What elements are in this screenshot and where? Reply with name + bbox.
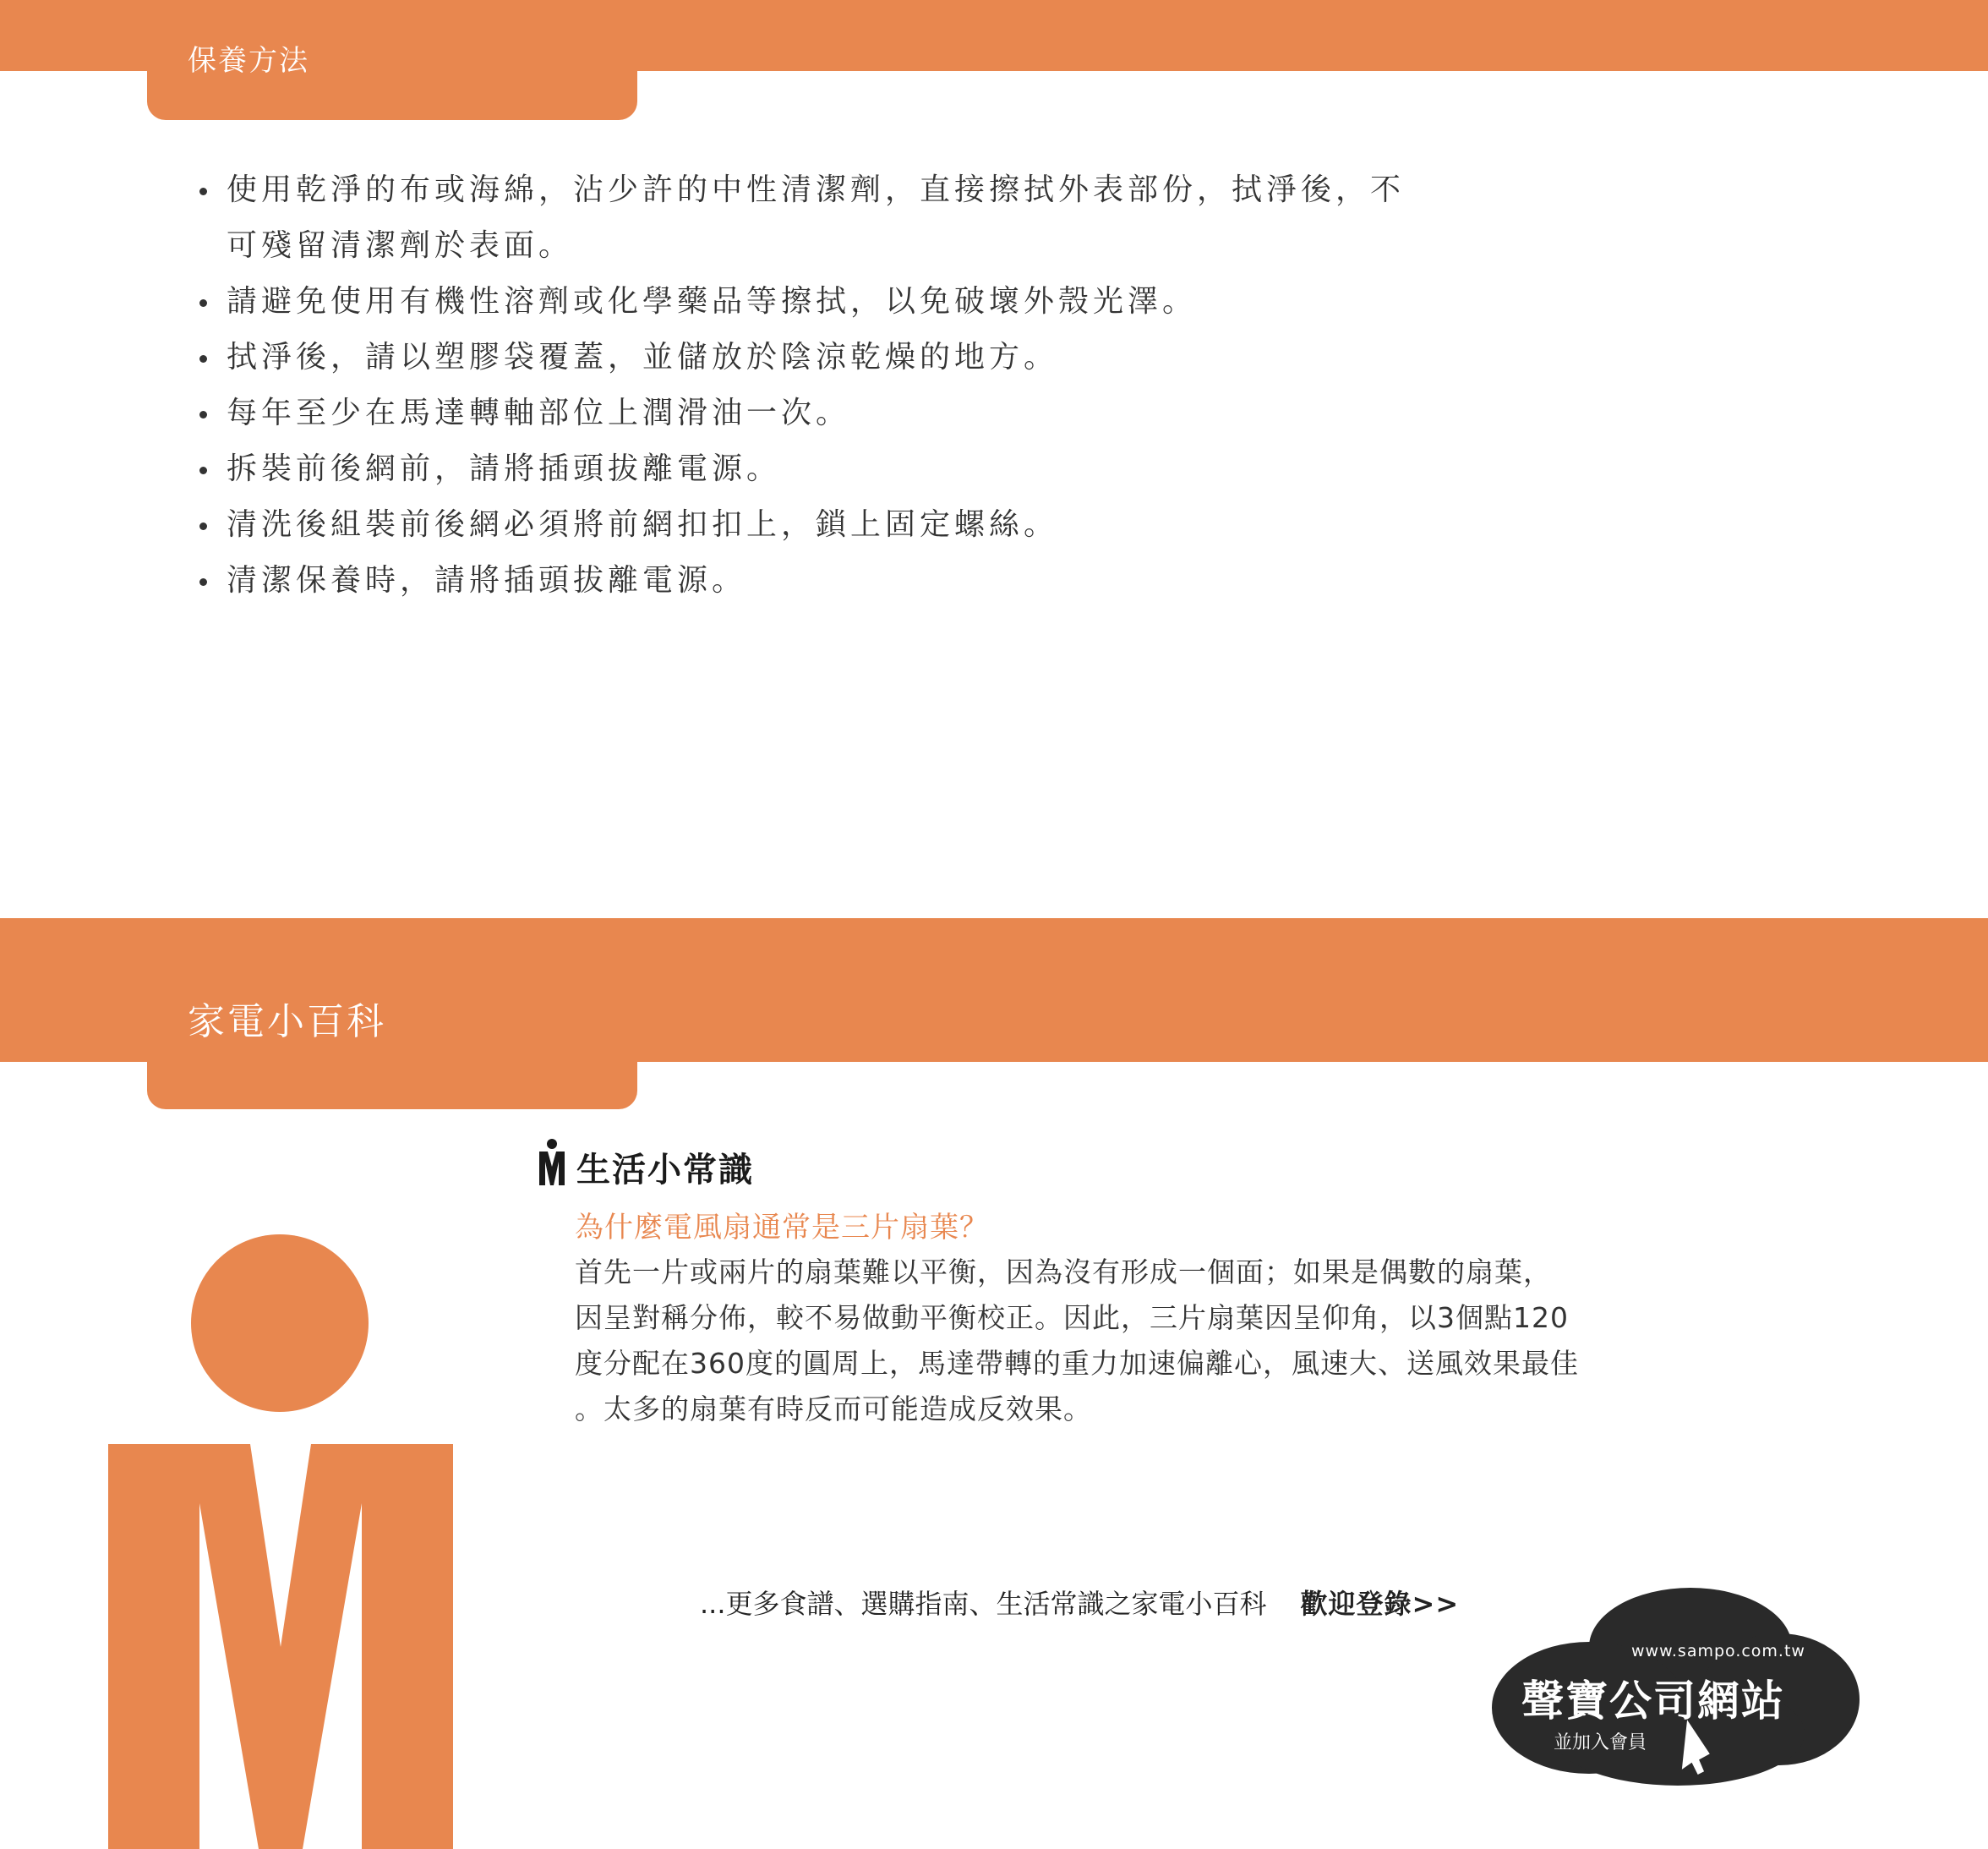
care-item: 每年至少在馬達轉軸部位上潤滑油一次。	[196, 386, 1430, 441]
more-info-text: ...更多食譜、選購指南、生活常識之家電小百科	[700, 1588, 1267, 1620]
encyclopedia-header-tab	[147, 1040, 637, 1109]
badge-url: www.sampo.com.tw	[1631, 1642, 1805, 1660]
tip-title: 生活小常識	[576, 1151, 754, 1190]
tip-answer-line: 首先一片或兩片的扇葉難以平衡，因為沒有形成一個面；如果是偶數的扇葉，	[575, 1255, 1552, 1288]
care-item: 拭淨後，請以塑膠袋覆蓋，並儲放於陰涼乾燥的地方。	[196, 330, 1430, 386]
tip-question: 為什麼電風扇通常是三片扇葉？	[575, 1211, 989, 1245]
person-m-icon	[108, 1444, 453, 1849]
tip-answer-line: 度分配在360度的圓周上，馬達帶轉的重力加速偏離心，風速大、送風效果最佳	[575, 1347, 1579, 1380]
tip-answer-line: 。太多的扇葉有時反而可能造成反效果。	[575, 1392, 1092, 1425]
welcome-register-link[interactable]: 歡迎登錄>>	[1300, 1588, 1460, 1620]
tip-answer-line: 因呈對稱分佈，較不易做動平衡校正。因此，三片扇葉因呈仰角，以3個點120	[575, 1301, 1569, 1334]
care-list	[196, 162, 1430, 609]
encyclopedia-section-title: 家電小百科	[188, 1000, 386, 1043]
badge-join-member: 並加入會員	[1554, 1732, 1647, 1753]
person-head-circle	[191, 1234, 369, 1412]
person-m-small-icon	[539, 1138, 565, 1185]
care-section-title: 保養方法	[188, 44, 309, 78]
more-info-line	[700, 1583, 1459, 1622]
care-item: 清潔保養時，請將插頭拔離電源。	[196, 553, 1430, 609]
badge-site-name: 聲寶公司網站	[1521, 1677, 1785, 1726]
care-item: 使用乾淨的布或海綿，沾少許的中性清潔劑，直接擦拭外表部份，拭淨後，不可殘留清潔劑於表面。	[196, 162, 1430, 274]
care-item: 拆裝前後網前，請將插頭拔離電源。	[196, 441, 1430, 497]
tip-answer	[575, 1250, 1648, 1432]
care-item: 請避免使用有機性溶劑或化學藥品等擦拭，以免破壞外殼光澤。	[196, 274, 1430, 330]
care-item: 清洗後組裝前後網必須將前網扣扣上，鎖上固定螺絲。	[196, 497, 1430, 553]
